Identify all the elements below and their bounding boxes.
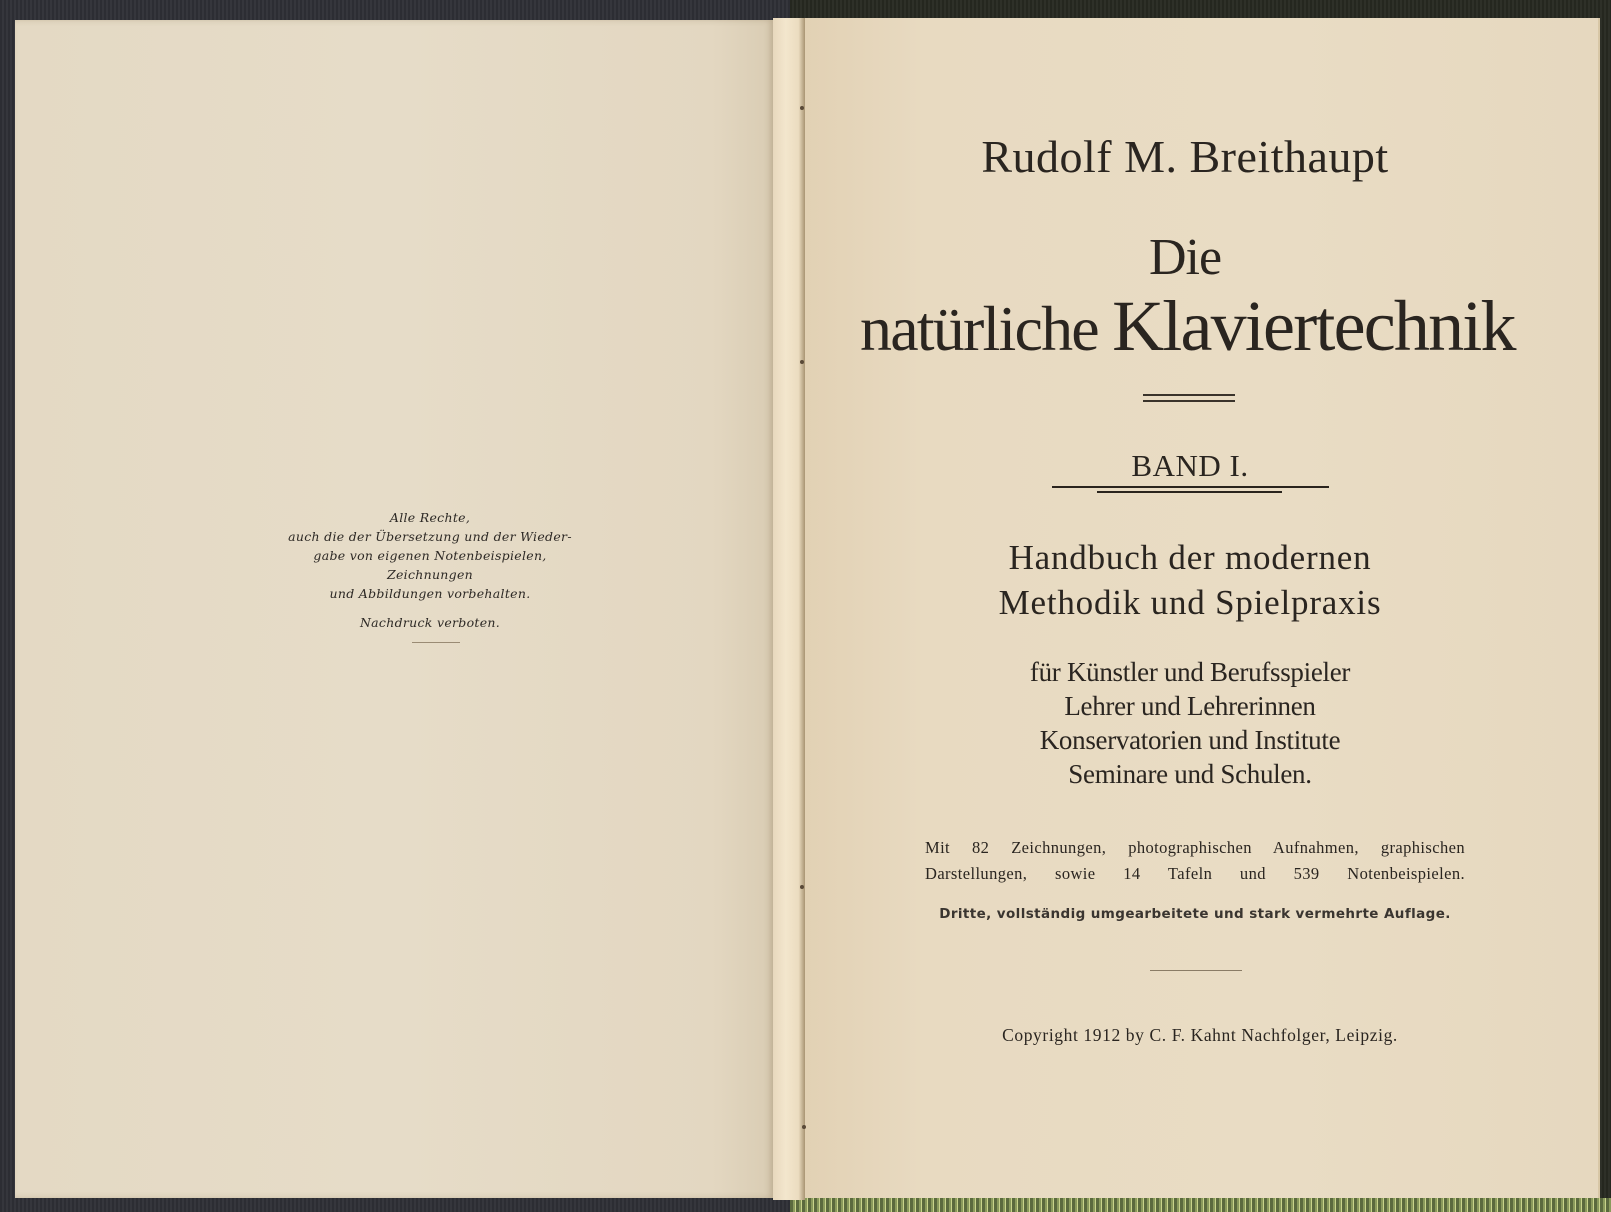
volume-rule-short	[1097, 491, 1282, 493]
subtitle-line: Handbuch der modernen	[1008, 538, 1372, 577]
binding-mark	[800, 106, 804, 110]
edition-note: Dritte, vollständig umgearbeitete und stark vermehrte Auflage.	[939, 906, 1451, 922]
volume-label: BAND I.	[1131, 448, 1249, 483]
illustrations-line: Mit 82 Zeichnungen, photographischen Aufnahmen, graphischen	[925, 838, 1465, 857]
audience-line: Konservatorien und Institute	[1039, 725, 1341, 755]
subtitle-line: Methodik und Spielpraxis	[998, 583, 1382, 622]
audience-line: Lehrer und Lehrerinnen	[1064, 691, 1316, 721]
double-rule-bottom	[1143, 400, 1235, 402]
subtitle	[930, 535, 1450, 625]
book-gutter	[773, 18, 805, 1200]
illustrations-line: Darstellungen, sowie 14 Tafeln und 539 Notenbeispielen.	[925, 864, 1465, 883]
rights-line: und Abbildungen vorbehalten.	[329, 586, 531, 601]
audience-line: für Künstler und Berufsspieler	[1029, 657, 1351, 687]
divider-rule	[412, 642, 460, 643]
rights-line: Alle Rechte,	[389, 510, 471, 525]
binding-mark	[800, 885, 804, 889]
author-name: Rudolf M. Breithaupt	[981, 131, 1389, 182]
rights-line: auch die der Übersetzung und der Wieder-	[288, 529, 572, 544]
rights-notice	[270, 508, 590, 632]
title-line-2	[860, 285, 1515, 368]
cover-cloth-edge	[790, 1198, 1611, 1212]
binding-mark	[800, 360, 804, 364]
title-word-klaviertechnik: Klaviertechnik	[1112, 286, 1515, 366]
reprint-notice: Nachdruck verboten.	[359, 615, 501, 630]
divider-rule	[1150, 970, 1242, 971]
title-line-1: Die	[1148, 229, 1222, 286]
binding-mark	[802, 1125, 806, 1129]
audience-list	[960, 655, 1420, 791]
audience-line: Seminare und Schulen.	[1068, 759, 1312, 789]
copyright-line: Copyright 1912 by C. F. Kahnt Nachfolger, Leipzig.	[1002, 1025, 1398, 1045]
illustrations-note	[925, 835, 1465, 887]
double-rule-top	[1143, 394, 1235, 396]
rights-line: gabe von eigenen Notenbeispielen, Zeichnungen	[313, 548, 547, 582]
title-word-natuerliche: natürliche	[860, 293, 1113, 364]
volume-rule-long	[1052, 486, 1329, 488]
